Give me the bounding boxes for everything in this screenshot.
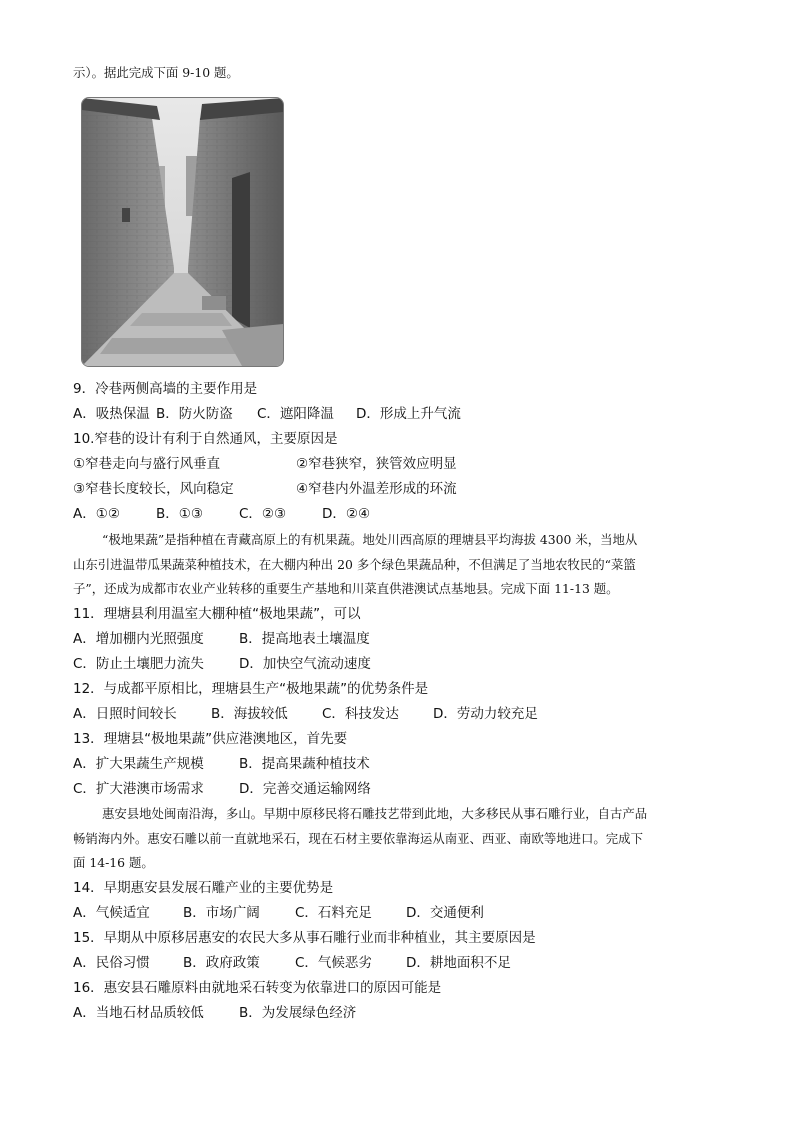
q13-option-a[interactable]: A．扩大果蔬生产规模 (73, 756, 204, 772)
q10-option-a[interactable]: A．①② (73, 506, 120, 522)
q9-option-d[interactable]: D．形成上升气流 (356, 406, 461, 422)
question-9-stem: 9．冷巷两侧高墙的主要作用是 (73, 381, 258, 397)
q14-option-b[interactable]: B．市场广阔 (183, 905, 260, 921)
q15-option-b[interactable]: B．政府政策 (183, 955, 260, 971)
q10-option-b[interactable]: B．①③ (156, 506, 203, 522)
q14-option-c[interactable]: C．石料充足 (295, 905, 372, 921)
q12-option-b[interactable]: B．海拔较低 (211, 706, 288, 722)
q13-option-d[interactable]: D．完善交通运输网络 (239, 781, 371, 797)
q15-option-c[interactable]: C．气候恶劣 (295, 955, 372, 971)
question-10-stem: 10.窄巷的设计有利于自然通风，主要原因是 (73, 431, 338, 447)
question-13-stem: 13．理塘县“极地果蔬”供应港澳地区，首先要 (73, 731, 348, 747)
q13-option-c[interactable]: C．扩大港澳市场需求 (73, 781, 204, 797)
q13-option-b[interactable]: B．提高果蔬种植技术 (239, 756, 370, 772)
q12-option-d[interactable]: D．劳动力较充足 (433, 706, 538, 722)
question-11-stem: 11．理塘县利用温室大棚种植“极地果蔬”，可以 (73, 606, 361, 622)
q10-option-c[interactable]: C．②③ (239, 506, 287, 522)
q10-item-4: ④窄巷内外温差形成的环流 (296, 481, 457, 497)
q9-option-b[interactable]: B．防火防盗 (156, 406, 233, 422)
q9-option-c[interactable]: C．遮阳降温 (257, 406, 334, 422)
passage-intro-tail: 示）。据此完成下面 9-10 题。 (73, 65, 239, 80)
passage-2-line-1: “极地果蔬”是指种植在青藏高原上的有机果蔬。地处川西高原的理塘县平均海拔 4300 米，当地从 (102, 532, 638, 547)
question-14-stem: 14．早期惠安县发展石雕产业的主要优势是 (73, 880, 334, 896)
q11-option-a[interactable]: A．增加棚内光照强度 (73, 631, 204, 647)
question-15-stem: 15．早期从中原移居惠安的农民大多从事石雕行业而非种植业，其主要原因是 (73, 930, 536, 946)
q12-option-c[interactable]: C．科技发达 (322, 706, 399, 722)
q15-option-a[interactable]: A．民俗习惯 (73, 955, 150, 971)
q11-option-b[interactable]: B．提高地表土壤温度 (239, 631, 370, 647)
q11-option-c[interactable]: C．防止土壤肥力流失 (73, 656, 204, 672)
q14-option-a[interactable]: A．气候适宜 (73, 905, 150, 921)
narrow-alley-photo (81, 97, 284, 367)
question-16-stem: 16．惠安县石雕原料由就地采石转变为依靠进口的原因可能是 (73, 980, 442, 996)
q10-item-3: ③窄巷长度较长，风向稳定 (73, 481, 234, 497)
passage-3-line-3: 面 14-16 题。 (73, 855, 154, 870)
passage-2-line-3: 子”，还成为成都市农业产业转移的重要生产基地和川菜直供港澳试点基地县。完成下面 11-13 题。 (73, 581, 619, 596)
q10-item-1: ①窄巷走向与盛行风垂直 (73, 456, 221, 472)
q16-option-b[interactable]: B．为发展绿色经济 (239, 1005, 357, 1021)
passage-3-line-1: 惠安县地处闽南沿海，多山。早期中原移民将石雕技艺带到此地，大多移民从事石雕行业，自古产品 (102, 806, 648, 821)
passage-2-line-2: 山东引进温带瓜果蔬菜种植技术，在大棚内种出 20 多个绿色果蔬品种，不但满足了当地农牧民的“菜篮 (73, 557, 636, 572)
q9-option-a[interactable]: A．吸热保温 (73, 406, 150, 422)
q10-item-2: ②窄巷狭窄，狭管效应明显 (296, 456, 457, 472)
q14-option-d[interactable]: D．交通便利 (406, 905, 484, 921)
q11-option-d[interactable]: D．加快空气流动速度 (239, 656, 371, 672)
q16-option-a[interactable]: A．当地石材品质较低 (73, 1005, 204, 1021)
q15-option-d[interactable]: D．耕地面积不足 (406, 955, 511, 971)
passage-3-line-2: 畅销海内外。惠安石雕以前一直就地采石，现在石材主要依靠海运从南亚、西亚、南欧等地进口。完成下 (73, 831, 643, 846)
q10-option-d[interactable]: D．②④ (322, 506, 371, 522)
q12-option-a[interactable]: A．日照时间较长 (73, 706, 177, 722)
question-12-stem: 12．与成都平原相比，理塘县生产“极地果蔬”的优势条件是 (73, 681, 429, 697)
